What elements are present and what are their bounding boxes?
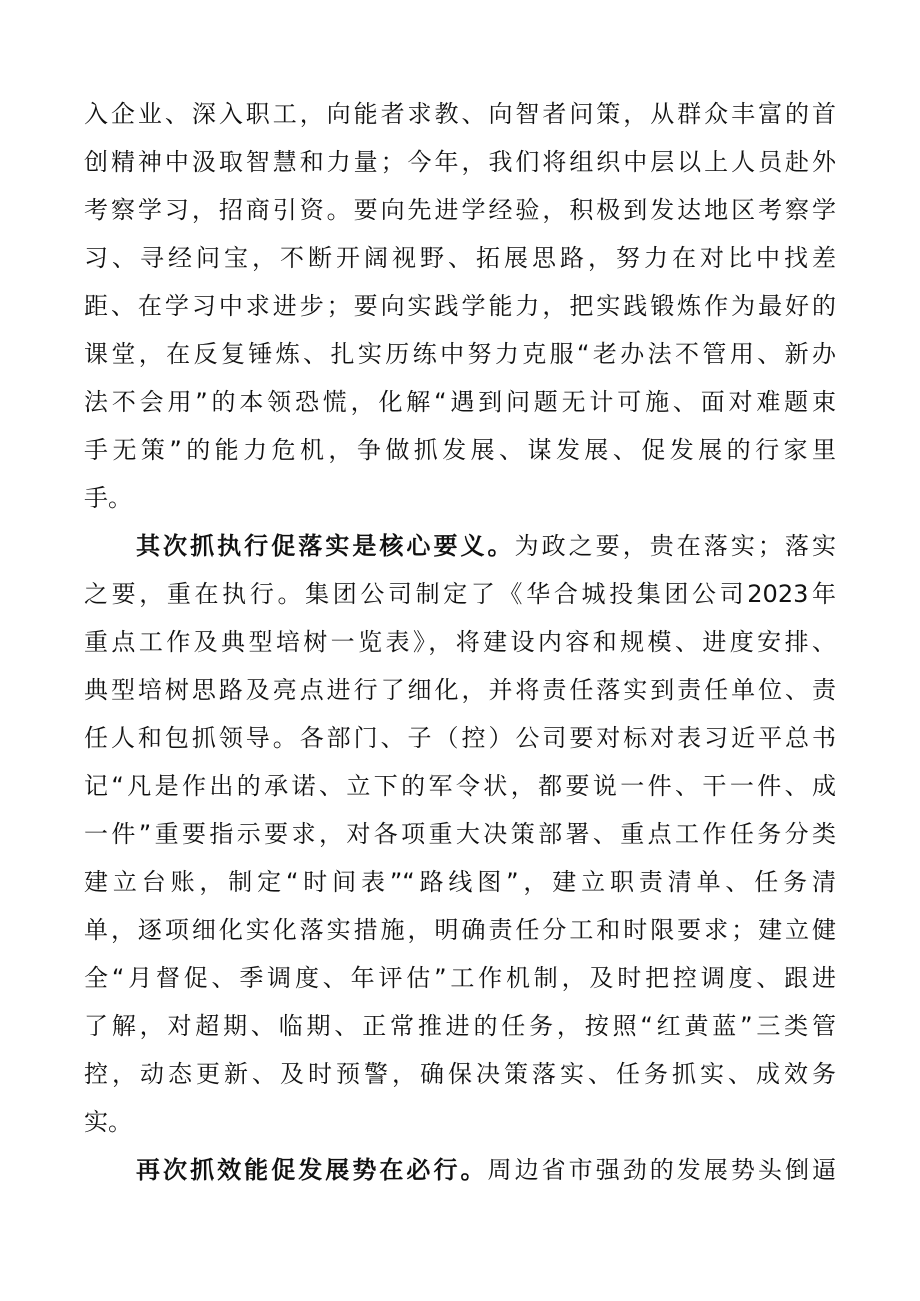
text-line: 典型培树思路及亮点进行了细化，并将责任落实到责任单位、责 — [84, 676, 836, 704]
paragraph-2-first-line — [136, 522, 836, 570]
text-line: 入企业、深入职工，向能者求教、向智者问策，从群众丰富的首 — [84, 100, 836, 128]
text-line: 单，逐项细化实化落实措施，明确责任分工和时限要求；建立健 — [84, 916, 836, 944]
text-line: 了解，对超期、临期、正常推进的任务，按照“红黄蓝”三类管 — [84, 1012, 836, 1040]
text-line: 控，动态更新、及时预警，确保决策落实、任务抓实、成效务 — [84, 1060, 836, 1088]
paragraph-3-lead: 再次抓效能促发展势在必行。 — [136, 1156, 488, 1184]
paragraph-2-lead: 其次抓执行促落实是核心要义。 — [136, 532, 515, 560]
text-line: 一件”重要指示要求，对各项重大决策部署、重点工作任务分类 — [84, 820, 836, 848]
text-line: 课堂，在反复锤炼、扎实历练中努力克服“老办法不管用、新办 — [84, 340, 836, 368]
text-line: 全“月督促、季调度、年评估”工作机制，及时把控调度、跟进 — [84, 964, 836, 992]
text-line: 之要，重在执行。集团公司制定了《华合城投集团公司2023年 — [84, 580, 836, 608]
paragraph-2-rest: 为政之要，贵在落实；落实 — [514, 532, 837, 560]
text-line: 手无策”的能力危机，争做抓发展、谋发展、促发展的行家里 — [84, 436, 836, 464]
paragraph-3-rest: 周边省市强劲的发展势头倒逼 — [487, 1156, 837, 1184]
text-line: 任人和包抓领导。各部门、子（控）公司要对标对表习近平总书 — [84, 724, 836, 752]
text-line: 距、在学习中求进步；要向实践学能力，把实践锻炼作为最好的 — [84, 292, 836, 320]
text-line: 手。 — [84, 484, 132, 512]
text-line: 法不会用”的本领恐慌，化解“遇到问题无计可施、面对难题束 — [84, 388, 836, 416]
text-line: 建立台账，制定“时间表”“路线图”，建立职责清单、任务清 — [84, 868, 836, 896]
text-line: 实。 — [84, 1108, 132, 1136]
text-line: 重点工作及典型培树一览表》，将建设内容和规模、进度安排、 — [84, 628, 836, 656]
text-line: 创精神中汲取智慧和力量；今年，我们将组织中层以上人员赴外 — [84, 148, 836, 176]
text-line: 考察学习，招商引资。要向先进学经验，积极到发达地区考察学 — [84, 196, 836, 224]
paragraph-3-first-line — [136, 1146, 836, 1194]
text-line: 习、寻经问宝，不断开阔视野、拓展思路，努力在对比中找差 — [84, 244, 836, 272]
text-line: 记“凡是作出的承诺、立下的军令状，都要说一件、干一件、成 — [84, 772, 836, 800]
